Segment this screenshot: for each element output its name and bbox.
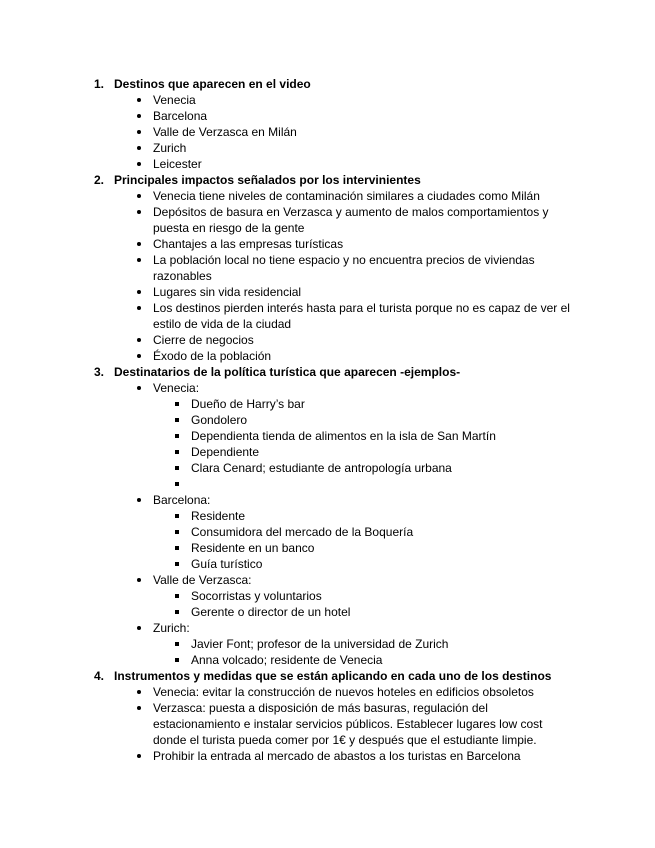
bullet-dot-icon: [137, 354, 141, 358]
list-item: [0, 492, 655, 572]
sub-list-item-text: Dueño de Harry’s bar: [191, 397, 305, 411]
bullet-square-icon: [175, 402, 179, 406]
sub-list-item: [0, 396, 655, 412]
sub-list-item-text: Guía turístico: [191, 557, 263, 571]
sub-list-item: [0, 428, 655, 444]
bullet-list: [0, 684, 655, 764]
bullet-dot-icon: [137, 498, 141, 502]
bullet-list: [0, 92, 655, 172]
list-item: [0, 236, 655, 252]
bullet-dot-icon: [137, 706, 141, 710]
list-item: [0, 700, 655, 748]
list-item-text: Verzasca: puesta a disposición de más basuras, regulación del estacionamiento e instalar servicios públicos. Establecer lugares low cost donde el turista pueda comer por 1€ y después que el estudiante limpie.: [153, 701, 543, 747]
list-item: [0, 620, 655, 668]
bullet-list: [0, 380, 655, 668]
section-heading: [0, 364, 655, 380]
bullet-square-icon: [175, 562, 179, 566]
list-item-text: Éxodo de la población: [153, 349, 272, 363]
section-list: [0, 76, 655, 764]
bullet-square-icon: [175, 514, 179, 518]
list-item: [0, 188, 655, 204]
bullet-square-icon: [175, 450, 179, 454]
bullet-square-icon: [175, 434, 179, 438]
list-item-text: Venecia:: [153, 381, 200, 395]
bullet-dot-icon: [137, 98, 141, 102]
section-heading: [0, 172, 655, 188]
section-title-text: Principales impactos señalados por los intervinientes: [114, 173, 421, 187]
section-title-text: Instrumentos y medidas que se están aplicando en cada uno de los destinos: [114, 669, 552, 683]
list-item-text: Chantajes a las empresas turísticas: [153, 237, 344, 251]
sub-list-item: [0, 556, 655, 572]
sub-list-item-text: Gondolero: [191, 413, 248, 427]
bullet-square-icon: [175, 546, 179, 550]
sub-list-item: [0, 636, 655, 652]
section-title-text: Destinatarios de la política turística que aparecen -ejemplos-: [114, 365, 461, 379]
sub-list-item-text: Anna volcado; residente de Venecia: [191, 653, 383, 667]
sub-list-item-text: Residente en un banco: [191, 541, 315, 555]
bullet-dot-icon: [137, 578, 141, 582]
section-4: [0, 668, 655, 764]
list-item-text: Valle de Verzasca:: [153, 573, 252, 587]
sub-list-item-text: Dependienta tienda de alimentos en la isla de San Martín: [191, 429, 496, 443]
bullet-dot-icon: [137, 114, 141, 118]
list-item-text: Valle de Verzasca en Milán: [153, 125, 297, 139]
bullet-dot-icon: [137, 306, 141, 310]
section-number: 1.: [94, 77, 105, 91]
sub-list-item: [0, 508, 655, 524]
bullet-dot-icon: [137, 242, 141, 246]
bullet-dot-icon: [137, 194, 141, 198]
section-heading: [0, 76, 655, 92]
sub-list-item: [0, 444, 655, 460]
bullet-dot-icon: [137, 290, 141, 294]
sub-list-item-text: Consumidora del mercado de la Boquería: [191, 525, 414, 539]
list-item-text: Venecia tiene niveles de contaminación similares a ciudades como Milán: [153, 189, 540, 203]
bullet-square-icon: [175, 418, 179, 422]
section-1: [0, 76, 655, 172]
list-item-text: Venecia: evitar la construcción de nuevos hoteles en edificios obsoletos: [153, 685, 534, 699]
list-item-text: Venecia: [153, 93, 196, 107]
list-item-text: Leicester: [153, 157, 202, 171]
sub-list-item-text: Socorristas y voluntarios: [191, 589, 322, 603]
sub-bullet-list: [0, 508, 655, 572]
list-item: [0, 252, 655, 284]
bullet-dot-icon: [137, 386, 141, 390]
list-item: [0, 348, 655, 364]
bullet-dot-icon: [137, 754, 141, 758]
sub-list-item-text: Gerente o director de un hotel: [191, 605, 351, 619]
bullet-square-icon: [175, 466, 179, 470]
bullet-dot-icon: [137, 210, 141, 214]
bullet-square-icon: [175, 482, 179, 486]
sub-list-item-text: Clara Cenard; estudiante de antropología urbana: [191, 461, 452, 475]
list-item: [0, 572, 655, 620]
list-item-text: Lugares sin vida residencial: [153, 285, 302, 299]
section-number: 2.: [94, 173, 105, 187]
sub-list-item: [0, 460, 655, 476]
bullet-dot-icon: [137, 162, 141, 166]
list-item: [0, 108, 655, 124]
list-item-text: Prohibir la entrada al mercado de abastos a los turistas en Barcelona: [153, 749, 521, 763]
sub-list-item: [0, 540, 655, 556]
list-item: [0, 156, 655, 172]
bullet-dot-icon: [137, 690, 141, 694]
list-item: [0, 300, 655, 332]
list-item: [0, 204, 655, 236]
bullet-square-icon: [175, 610, 179, 614]
bullet-dot-icon: [137, 146, 141, 150]
section-title-text: Destinos que aparecen en el video: [114, 77, 311, 91]
sub-list-item: [0, 652, 655, 668]
list-item-text: Barcelona:: [153, 493, 211, 507]
list-item: [0, 332, 655, 348]
sub-list-item-text: Javier Font; profesor de la universidad de Zurich: [191, 637, 449, 651]
list-item-text: Cierre de negocios: [153, 333, 254, 347]
list-item-text: Depósitos de basura en Verzasca y aumento de malos comportamientos y puesta en riesgo de la gente: [153, 205, 549, 235]
list-item: [0, 140, 655, 156]
bullet-dot-icon: [137, 130, 141, 134]
sub-list-item: [0, 412, 655, 428]
bullet-dot-icon: [137, 626, 141, 630]
list-item-text: Los destinos pierden interés hasta para el turista porque no es capaz de ver el estilo de vida de la ciudad: [153, 301, 570, 331]
section-2: [0, 172, 655, 364]
list-item: [0, 124, 655, 140]
bullet-square-icon: [175, 642, 179, 646]
list-item: [0, 380, 655, 492]
list-item-text: Zurich: [153, 141, 187, 155]
sub-bullet-list: [0, 636, 655, 668]
section-number: 3.: [94, 365, 105, 379]
bullet-square-icon: [175, 658, 179, 662]
bullet-dot-icon: [137, 338, 141, 342]
sub-list-item: [0, 476, 655, 492]
document-page: [0, 76, 655, 764]
list-item-text: Zurich:: [153, 621, 190, 635]
list-item: [0, 284, 655, 300]
list-item: [0, 684, 655, 700]
sub-list-item: [0, 524, 655, 540]
sub-bullet-list: [0, 588, 655, 620]
sub-list-item-text: Dependiente: [191, 445, 260, 459]
sub-list-item: [0, 588, 655, 604]
bullet-square-icon: [175, 594, 179, 598]
list-item: [0, 748, 655, 764]
sub-list-item-text: Residente: [191, 509, 246, 523]
list-item-text: Barcelona: [153, 109, 208, 123]
section-heading: [0, 668, 655, 684]
section-3: [0, 364, 655, 668]
section-number: 4.: [94, 669, 105, 683]
bullet-dot-icon: [137, 258, 141, 262]
list-item: [0, 92, 655, 108]
sub-bullet-list: [0, 396, 655, 492]
list-item-text: La población local no tiene espacio y no encuentra precios de viviendas razonables: [153, 253, 535, 283]
bullet-square-icon: [175, 530, 179, 534]
sub-list-item: [0, 604, 655, 620]
bullet-list: [0, 188, 655, 364]
